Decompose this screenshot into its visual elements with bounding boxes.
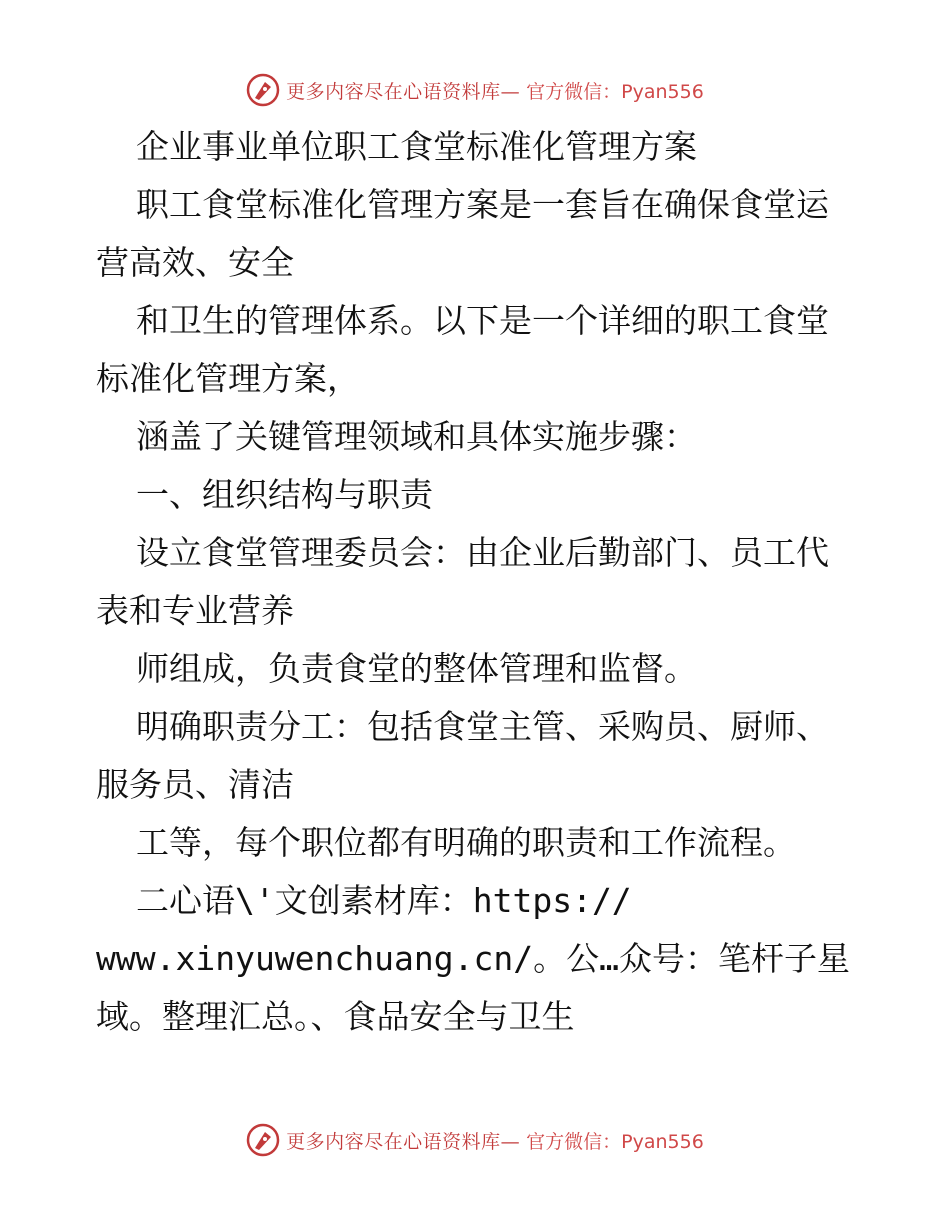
paragraph-line: 域。整理汇总。、食品安全与卫生 bbox=[96, 997, 575, 1036]
pen-nib-icon bbox=[246, 1123, 280, 1157]
footer-watermark-banner bbox=[0, 1120, 950, 1160]
document-title: 企业事业单位职工食堂标准化管理方案 bbox=[136, 127, 697, 166]
pen-nib-icon bbox=[246, 73, 280, 107]
paragraph-line: 涵盖了关键管理领域和具体实施步骤： bbox=[136, 417, 697, 456]
paragraph-line: 师组成，负责食堂的整体管理和监督。 bbox=[136, 649, 697, 688]
header-watermark-banner bbox=[0, 70, 950, 110]
section-heading: 一、组织结构与职责 bbox=[136, 475, 433, 514]
paragraph-line: 明确职责分工：包括食堂主管、采购员、厨师、 bbox=[136, 707, 829, 746]
paragraph-line: 工等，每个职位都有明确的职责和工作流程。 bbox=[136, 823, 796, 862]
paragraph-line: 标准化管理方案， bbox=[96, 359, 360, 398]
paragraph-line: 二心语\'文创素材库：https:// bbox=[136, 881, 632, 920]
banner-wechat: 官方微信：Pyan556 bbox=[526, 80, 704, 103]
banner-text: 更多内容尽在心语资料库— bbox=[286, 1130, 521, 1153]
paragraph-line: 设立食堂管理委员会：由企业后勤部门、员工代 bbox=[136, 533, 829, 572]
paragraph-line: www.xinyuwenchuang.cn/。公…众号：笔杆子星 bbox=[96, 939, 850, 978]
paragraph-line: 营高效、安全 bbox=[96, 243, 294, 282]
banner-wechat: 官方微信：Pyan556 bbox=[526, 1130, 704, 1153]
paragraph-line: 表和专业营养 bbox=[96, 591, 294, 630]
paragraph-line: 服务员、清洁 bbox=[96, 765, 294, 804]
document-body bbox=[96, 118, 856, 1046]
paragraph-line: 和卫生的管理体系。以下是一个详细的职工食堂 bbox=[136, 301, 829, 340]
banner-text: 更多内容尽在心语资料库— bbox=[286, 80, 521, 103]
paragraph-line: 职工食堂标准化管理方案是一套旨在确保食堂运 bbox=[136, 185, 829, 224]
